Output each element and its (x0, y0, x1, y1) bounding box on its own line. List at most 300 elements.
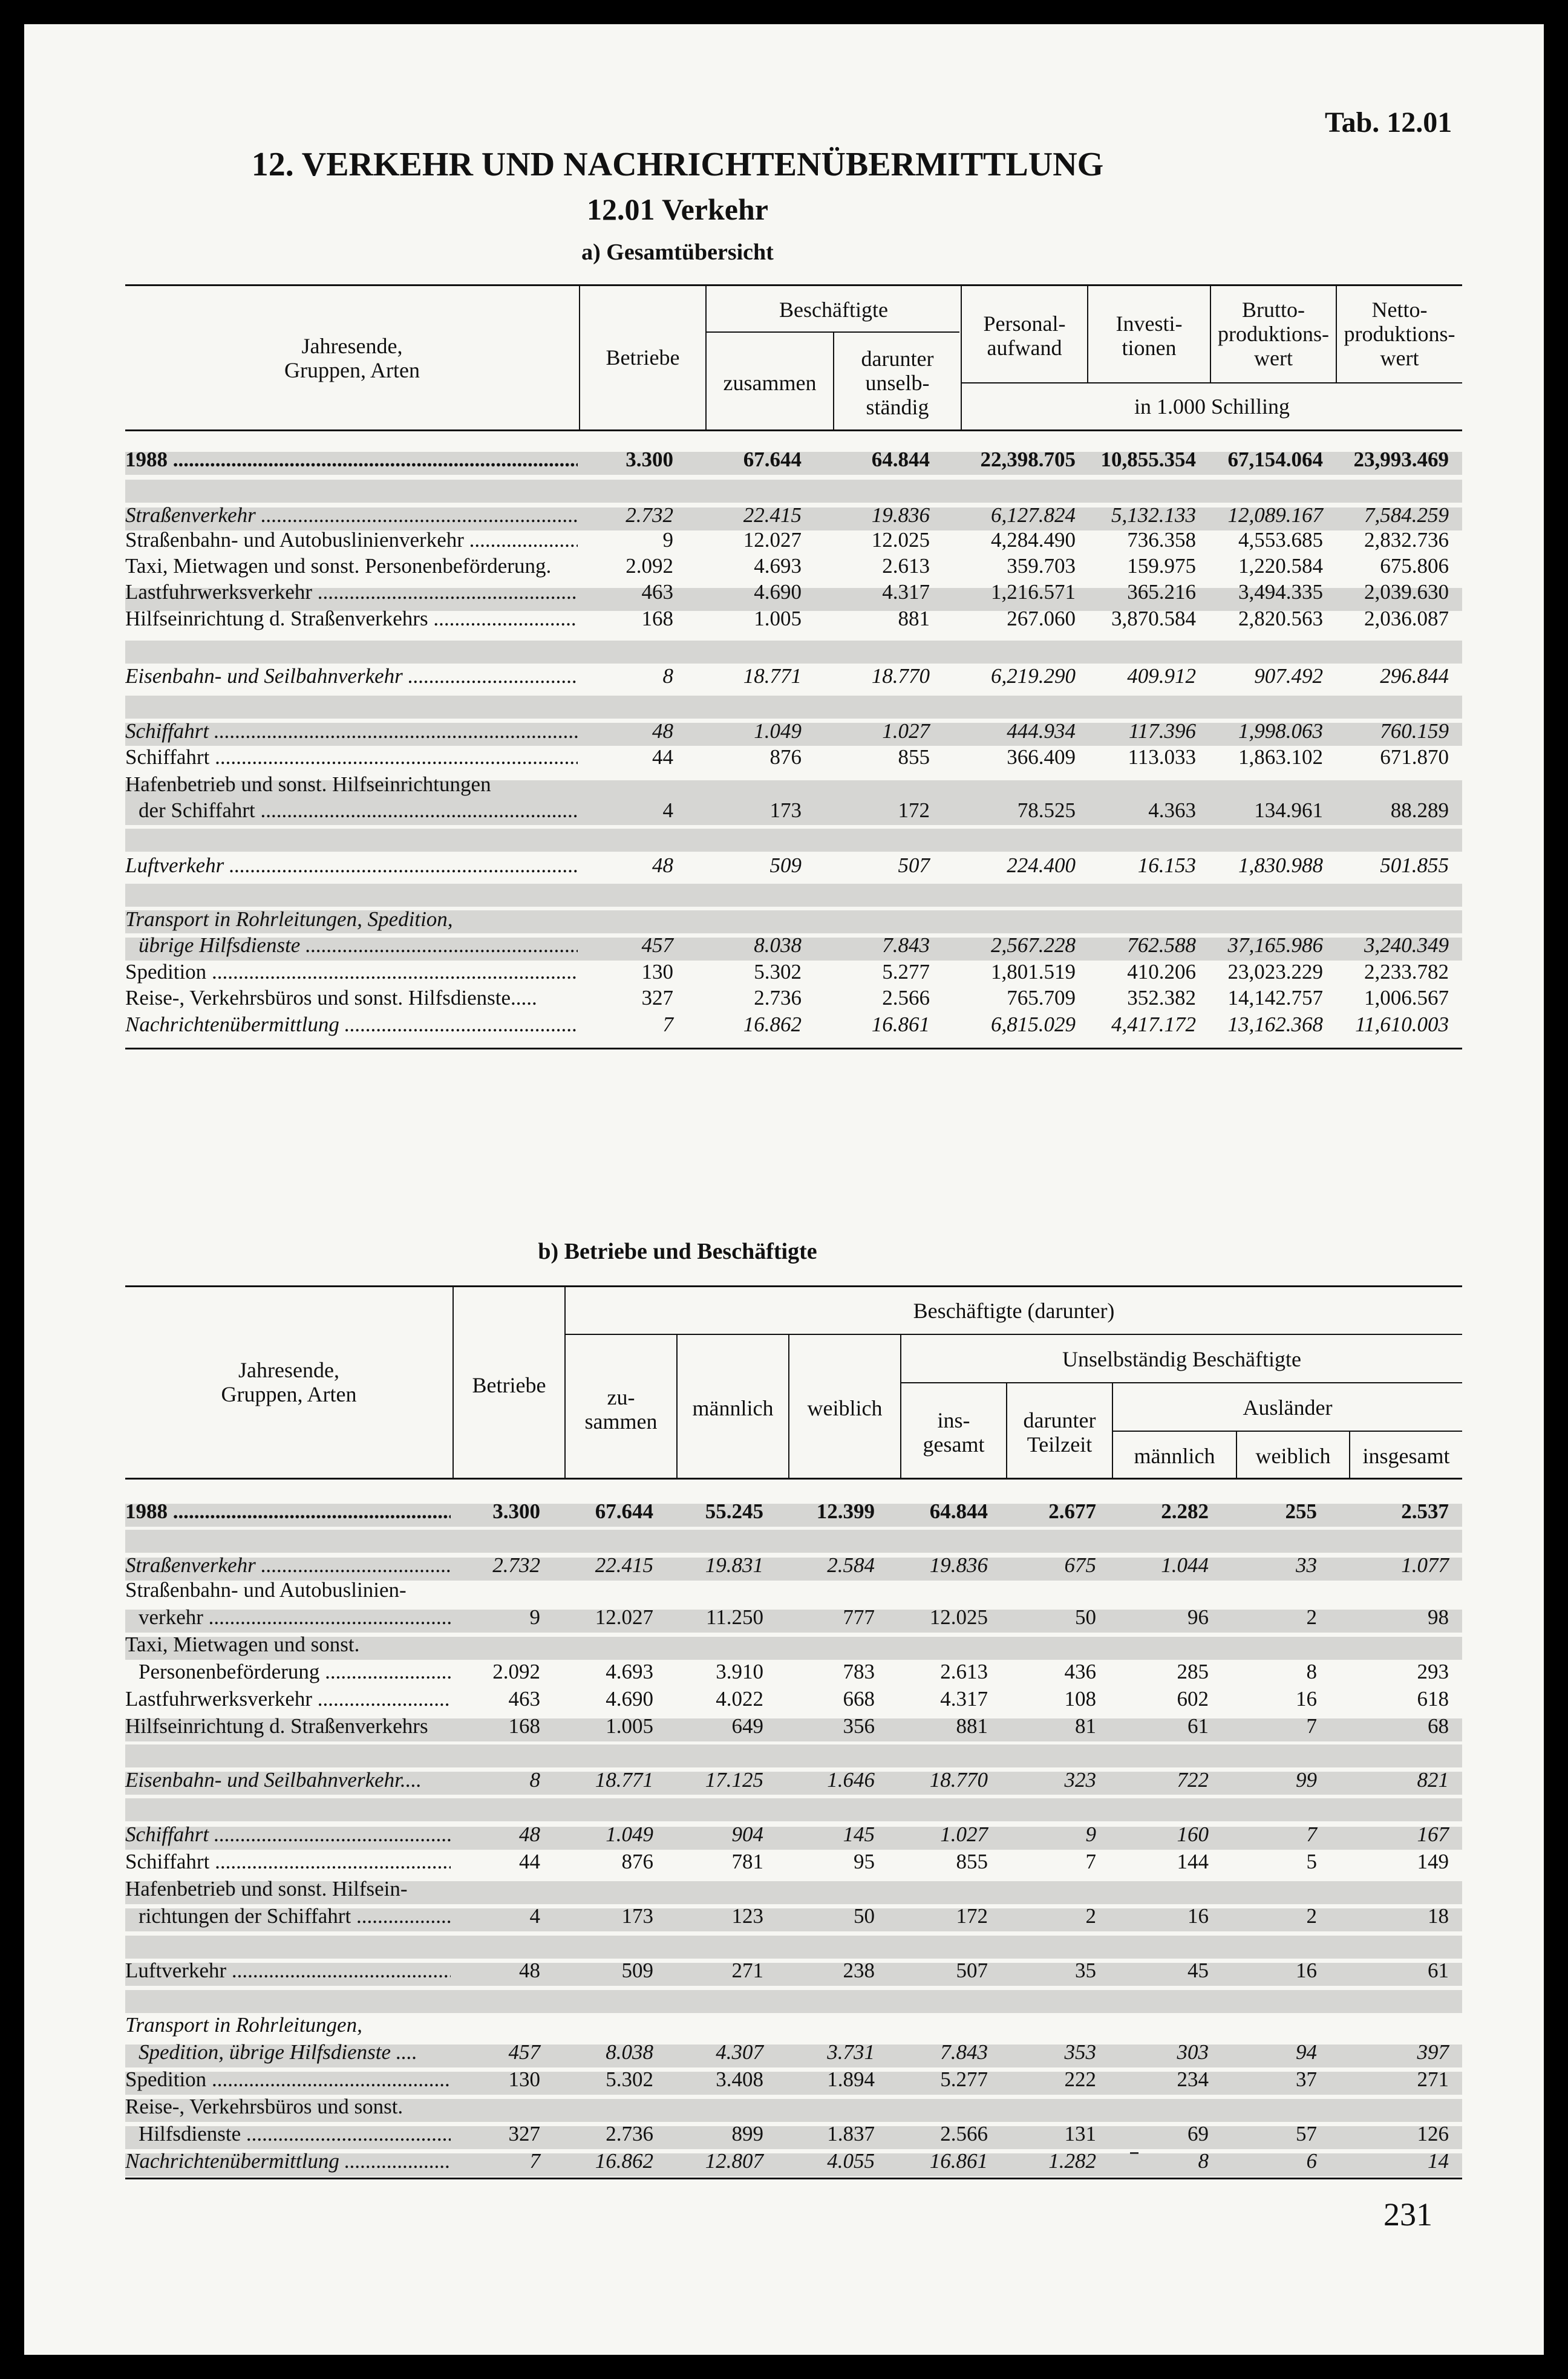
table-cell: 1.044 (1161, 1553, 1209, 1577)
row-label: richtungen der Schiffahrt ..... (139, 1903, 451, 1930)
table-cell: 2.584 (827, 1553, 875, 1577)
table-cell: 5.277 (940, 2067, 988, 2091)
table-cell: 1,998.063 (1238, 719, 1323, 743)
table-a-top-rule (125, 284, 1462, 286)
table-cell: 126 (1417, 2122, 1449, 2146)
table-cell: 777 (843, 1605, 875, 1629)
table-b-head-maennlich: männlich (692, 1396, 774, 1420)
shaded-band (125, 1530, 1462, 1553)
table-cell: 1.282 (1048, 2149, 1096, 2173)
table-cell: 4.690 (754, 580, 802, 604)
row-label: Taxi, Mietwagen und sonst. Personenbeförderung. (125, 554, 552, 578)
table-cell: 5.277 (882, 960, 930, 984)
table-cell: 64.844 (929, 1500, 988, 1523)
table-cell: 69 (1187, 2122, 1209, 2146)
table-cell: 16.153 (1137, 853, 1196, 877)
table-cell: 18.770 (871, 664, 930, 688)
table-cell: 2,039.630 (1364, 580, 1449, 604)
table-cell: 48 (652, 719, 673, 743)
shaded-band (125, 884, 1462, 907)
row-label: Eisenbahn- und Seilbahnverkehr ..... (125, 663, 578, 690)
table-cell: 172 (956, 1904, 988, 1928)
table-cell: 760.159 (1380, 719, 1449, 743)
shaded-band (125, 1936, 1462, 1959)
table-cell: 12.025 (929, 1605, 988, 1629)
table-cell: 8 (1306, 1660, 1317, 1683)
table-cell: 17.125 (705, 1768, 763, 1792)
shaded-band (125, 480, 1462, 503)
table-cell: 22.415 (743, 503, 802, 527)
table-cell: 1.646 (827, 1768, 875, 1792)
row-label: Schiffahrt ..... (125, 718, 578, 745)
table-cell: 108 (1064, 1687, 1096, 1711)
table-cell: 602 (1177, 1687, 1209, 1711)
row-label: Reise-, Verkehrsbüros und sonst. Hilfsdienste..... (125, 986, 537, 1010)
table-cell: 2.613 (882, 554, 930, 578)
table-cell: 13,162.368 (1227, 1013, 1323, 1036)
table-cell: 7 (1306, 1823, 1317, 1846)
table-cell: 4 (529, 1904, 540, 1928)
table-a-head-brutto: Brutto- produktions- wert (1218, 298, 1329, 370)
table-cell: 2,233.782 (1364, 960, 1449, 984)
row-label: Lastfuhrwerksverkehr ..... (125, 579, 578, 605)
table-cell: 675.806 (1380, 554, 1449, 578)
row-label: 1988 ..... (125, 446, 578, 473)
table-cell: 4,553.685 (1238, 528, 1323, 552)
table-cell: 8 (1198, 2149, 1209, 2173)
tab-label: Tab. 12.01 (1325, 106, 1452, 139)
table-cell: 821 (1417, 1768, 1449, 1792)
table-cell: 145 (843, 1823, 875, 1846)
table-b-head-label-1: Jahresende, (238, 1358, 339, 1382)
table-cell: 3.910 (716, 1660, 763, 1683)
row-label: Straßenverkehr ..... (125, 502, 578, 529)
table-cell: 1,863.102 (1238, 745, 1323, 769)
table-cell: 2.566 (940, 2122, 988, 2146)
table-cell: 3,494.335 (1238, 580, 1323, 604)
table-cell: 7.843 (882, 933, 930, 957)
table-cell: 22,398.705 (980, 448, 1076, 471)
table-cell: 436 (1064, 1660, 1096, 1683)
table-a-head-investitionen: Investi- tionen (1116, 312, 1183, 360)
section-title: 12.01 Verkehr (587, 192, 768, 226)
row-label: Straßenbahn- und Autobuslinien- (125, 1578, 407, 1602)
row-label: übrige Hilfsdienste ..... (139, 932, 578, 959)
table-cell: 2,832.736 (1364, 528, 1449, 552)
table-a-head-darunter: darunter unselb- ständig (861, 347, 934, 419)
table-cell: 2,820.563 (1238, 607, 1323, 630)
table-cell: 881 (898, 607, 930, 630)
table-cell: 267.060 (1007, 607, 1076, 630)
table-cell: 4.693 (754, 554, 802, 578)
table-cell: 2.736 (606, 2122, 653, 2146)
table-b-head-teilzeit: darunter Teilzeit (1023, 1408, 1096, 1457)
table-b-head-a-maennlich: männlich (1134, 1444, 1215, 1468)
table-cell: 99 (1296, 1768, 1317, 1792)
table-cell: 14,142.757 (1227, 986, 1323, 1010)
table-cell: 9 (529, 1605, 540, 1629)
shaded-band (125, 1744, 1462, 1767)
table-b-head-unselbstaendig: Unselbständig Beschäftigte (1062, 1347, 1301, 1371)
table-a-head-unit: in 1.000 Schilling (1134, 394, 1290, 419)
table-cell: 2.732 (492, 1553, 540, 1577)
table-cell: 6,127.824 (991, 503, 1076, 527)
table-cell: 285 (1177, 1660, 1209, 1683)
row-label: Hilfsdienste ..... (139, 2121, 451, 2147)
table-a-head-personalaufwand: Personal- aufwand (983, 312, 1066, 360)
table-cell: 736.358 (1127, 528, 1196, 552)
table-cell: 509 (769, 853, 802, 877)
row-label: Personenbeförderung ..... (139, 1659, 451, 1685)
table-cell: 9 (662, 528, 673, 552)
table-cell: 167 (1417, 1823, 1449, 1846)
shaded-band (125, 1798, 1462, 1821)
table-cell: 45 (1187, 1959, 1209, 1982)
table-cell: 67.644 (743, 448, 802, 471)
table-cell: 168 (641, 607, 673, 630)
table-cell: 4.317 (940, 1687, 988, 1711)
table-cell: 14 (1428, 2149, 1449, 2173)
row-label: Lastfuhrwerksverkehr ..... (125, 1686, 451, 1712)
table-cell: 762.588 (1127, 933, 1196, 957)
table-cell: 2.092 (626, 554, 673, 578)
table-cell: 507 (956, 1959, 988, 1982)
table-cell: 11,610.003 (1355, 1013, 1449, 1036)
row-label: Transport in Rohrleitungen, (125, 2013, 362, 2037)
table-cell: 134.961 (1254, 798, 1323, 822)
table-cell: 1,220.584 (1238, 554, 1323, 578)
table-cell: 904 (731, 1823, 763, 1846)
table-b-head-a-weiblich: weiblich (1255, 1444, 1331, 1468)
table-cell: 457 (508, 2040, 540, 2064)
table-cell: 1.077 (1401, 1553, 1449, 1577)
table-b-rule (900, 1382, 1462, 1383)
table-cell: 327 (641, 986, 673, 1010)
shaded-band (125, 641, 1462, 664)
table-cell: 7 (1306, 1714, 1317, 1738)
table-cell: 353 (1064, 2040, 1096, 2064)
table-cell: 61 (1187, 1714, 1209, 1738)
table-cell: 881 (956, 1714, 988, 1738)
table-cell: 327 (508, 2122, 540, 2146)
table-cell: 173 (621, 1904, 653, 1928)
table-a-head-netto: Netto- produktions- wert (1344, 298, 1455, 370)
table-cell: 64.844 (871, 448, 930, 471)
table-cell: 12.027 (743, 528, 802, 552)
table-a-head-betriebe: Betriebe (606, 345, 680, 370)
row-label: Spedition ..... (125, 2066, 451, 2093)
table-cell: 3,870.584 (1111, 607, 1196, 630)
table-cell: 323 (1064, 1768, 1096, 1792)
table-cell: 352.382 (1127, 986, 1196, 1010)
table-cell: 16.862 (595, 2149, 653, 2173)
table-cell: 409.912 (1127, 664, 1196, 688)
table-a-head-label-1: Jahresende, (301, 334, 403, 358)
row-label: Reise-, Verkehrsbüros und sonst. (125, 2095, 403, 2118)
table-cell: 61 (1428, 1959, 1449, 1982)
row-label: Schiffahrt ..... (125, 1821, 451, 1848)
table-cell: 168 (508, 1714, 540, 1738)
table-cell: 23,023.229 (1227, 960, 1323, 984)
table-b-head-weiblich: weiblich (807, 1396, 883, 1420)
table-cell: 507 (898, 853, 930, 877)
table-cell: 618 (1417, 1687, 1449, 1711)
table-cell: 68 (1428, 1714, 1449, 1738)
table-cell: 296.844 (1380, 664, 1449, 688)
table-cell: 95 (854, 1850, 875, 1873)
table-cell: 48 (652, 853, 673, 877)
table-cell: 18 (1428, 1904, 1449, 1928)
table-cell: 1.837 (827, 2122, 875, 2146)
table-cell: 501.855 (1380, 853, 1449, 877)
table-cell: 10,855.354 (1100, 448, 1196, 471)
table-cell: 67,154.064 (1227, 448, 1323, 471)
page-number: 231 (1383, 2196, 1432, 2233)
table-cell: 907.492 (1254, 664, 1323, 688)
table-cell: 55.245 (705, 1500, 763, 1523)
table-b-top-rule (125, 1285, 1462, 1287)
row-label: Luftverkehr ..... (125, 1957, 451, 1984)
table-cell: 12.025 (871, 528, 930, 552)
table-cell: 234 (1177, 2067, 1209, 2091)
table-b-head-zusammen: zu- sammen (584, 1385, 658, 1434)
table-cell: 8.038 (754, 933, 802, 957)
table-cell: 81 (1075, 1714, 1096, 1738)
table-cell: 4.317 (882, 580, 930, 604)
chapter-title: 12. VERKEHR UND NACHRICHTENÜBERMITTLUNG (251, 146, 1104, 183)
table-cell: 2.537 (1401, 1500, 1449, 1523)
table-cell: 255 (1285, 1500, 1317, 1523)
table-b-rule (1112, 1431, 1462, 1432)
table-a-bottom-rule (125, 1048, 1462, 1049)
table-cell: 1.005 (606, 1714, 653, 1738)
table-cell: 671.870 (1380, 745, 1449, 769)
table-cell: 1.049 (754, 719, 802, 743)
table-cell: 3,240.349 (1364, 933, 1449, 957)
table-b-head-a-insgesamt: insgesamt (1362, 1444, 1450, 1468)
table-cell: 8 (662, 664, 673, 688)
table-b-rule (564, 1334, 1462, 1335)
table-cell: 48 (519, 1823, 540, 1846)
table-cell: 98 (1428, 1605, 1449, 1629)
table-a-head-label-2: Gruppen, Arten (284, 358, 420, 382)
table-cell: 12.807 (705, 2149, 763, 2173)
margin-mark (1130, 2152, 1138, 2154)
table-b-head-insgesamt: ins- gesamt (923, 1408, 985, 1457)
table-cell: 11.250 (706, 1605, 763, 1629)
table-a-header-bottom-rule (125, 429, 1462, 431)
table-cell: 222 (1064, 2067, 1096, 2091)
table-cell: 4.307 (716, 2040, 763, 2064)
table-cell: 44 (652, 745, 673, 769)
table-cell: 463 (641, 580, 673, 604)
table-a-beschaeftigte-rule (705, 331, 959, 333)
table-cell: 2.092 (492, 1660, 540, 1683)
table-cell: 23,993.469 (1353, 448, 1449, 471)
table-cell: 18.771 (595, 1768, 653, 1792)
table-cell: 4 (662, 798, 673, 822)
table-b-head-auslaender: Ausländer (1243, 1395, 1333, 1420)
table-cell: 3.300 (626, 448, 673, 471)
table-cell: 2.736 (754, 986, 802, 1010)
row-label: verkehr ..... (139, 1604, 451, 1631)
table-cell: 12.027 (595, 1605, 653, 1629)
table-cell: 668 (843, 1687, 875, 1711)
row-label: Hilfseinrichtung d. Straßenverkehrs ..... (125, 605, 578, 632)
table-cell: 444.934 (1007, 719, 1076, 743)
table-cell: 149 (1417, 1850, 1449, 1873)
row-label: 1988 ..... (125, 1498, 451, 1525)
table-cell: 2 (1306, 1904, 1317, 1928)
table-cell: 159.975 (1127, 554, 1196, 578)
table-cell: 8.038 (606, 2040, 653, 2064)
table-cell: 765.709 (1007, 986, 1076, 1010)
table-b-head-betriebe: Betriebe (472, 1373, 546, 1397)
table-cell: 131 (1064, 2122, 1096, 2146)
table-cell: 2.282 (1161, 1500, 1209, 1523)
table-cell: 117.396 (1128, 719, 1196, 743)
row-label: Spedition, übrige Hilfsdienste .... (139, 2040, 417, 2064)
table-cell: 172 (898, 798, 930, 822)
table-cell: 19.836 (929, 1553, 988, 1577)
table-b-head-beschaeftigte: Beschäftigte (darunter) (913, 1299, 1115, 1323)
table-cell: 5.302 (606, 2067, 653, 2091)
table-cell: 7,584.259 (1364, 503, 1449, 527)
table-cell: 1,801.519 (991, 960, 1076, 984)
table-a-title: a) Gesamtübersicht (581, 240, 774, 265)
table-a-unit-rule (961, 382, 1462, 383)
table-cell: 19.831 (705, 1553, 763, 1577)
table-cell: 271 (1417, 2067, 1449, 2091)
table-cell: 7 (662, 1013, 673, 1036)
table-cell: 899 (731, 2122, 763, 2146)
table-b-bottom-rule (125, 2178, 1462, 2179)
table-cell: 8 (529, 1768, 540, 1792)
table-cell: 2.677 (1048, 1500, 1096, 1523)
table-cell: 48 (519, 1959, 540, 1982)
table-cell: 6 (1306, 2149, 1317, 2173)
row-label: Straßenverkehr ..... (125, 1552, 451, 1579)
table-cell: 783 (843, 1660, 875, 1683)
row-label: Nachrichtenübermittlung ..... (125, 1011, 578, 1038)
table-cell: 5,132.133 (1111, 503, 1196, 527)
table-cell: 1.005 (754, 607, 802, 630)
row-label: Nachrichtenübermittlung ..... (125, 2148, 451, 2175)
table-cell: 410.206 (1127, 960, 1196, 984)
table-cell: 7 (1085, 1850, 1096, 1873)
shaded-band (125, 829, 1462, 852)
table-cell: 50 (1075, 1605, 1096, 1629)
table-cell: 18.770 (929, 1768, 988, 1792)
table-cell: 94 (1296, 2040, 1317, 2064)
table-cell: 1.894 (827, 2067, 875, 2091)
row-label: Eisenbahn- und Seilbahnverkehr.... (125, 1768, 422, 1792)
table-cell: 4.363 (1148, 798, 1196, 822)
table-cell: 271 (731, 1959, 763, 1982)
table-cell: 33 (1296, 1553, 1317, 1577)
table-cell: 6,815.029 (991, 1013, 1076, 1036)
table-cell: 88.289 (1390, 798, 1449, 822)
table-cell: 2.566 (882, 986, 930, 1010)
table-cell: 57 (1296, 2122, 1317, 2146)
row-label: Luftverkehr ..... (125, 852, 578, 879)
row-label: Hafenbetrieb und sonst. Hilfseinrichtungen (125, 772, 491, 796)
table-cell: 359.703 (1007, 554, 1076, 578)
table-cell: 303 (1177, 2040, 1209, 2064)
table-cell: 50 (854, 1904, 875, 1928)
table-cell: 1,006.567 (1364, 986, 1449, 1010)
table-cell: 4.690 (606, 1687, 653, 1711)
table-cell: 9 (1085, 1823, 1096, 1846)
row-label: Hafenbetrieb und sonst. Hilfsein- (125, 1877, 408, 1901)
table-cell: 365.216 (1127, 580, 1196, 604)
table-cell: 3.300 (492, 1500, 540, 1523)
table-cell: 44 (519, 1850, 540, 1873)
table-cell: 4.055 (827, 2149, 875, 2173)
table-cell: 12.399 (816, 1500, 875, 1523)
table-cell: 16 (1187, 1904, 1209, 1928)
table-cell: 1,216.571 (991, 580, 1076, 604)
table-cell: 16.861 (871, 1013, 930, 1036)
table-cell: 855 (956, 1850, 988, 1873)
table-cell: 4.022 (716, 1687, 763, 1711)
table-cell: 2,036.087 (1364, 607, 1449, 630)
table-cell: 457 (641, 933, 673, 957)
table-cell: 130 (641, 960, 673, 984)
table-a-head-zusammen: zusammen (723, 371, 817, 395)
table-cell: 3.731 (827, 2040, 875, 2064)
table-cell: 35 (1075, 1959, 1096, 1982)
table-cell: 16 (1296, 1687, 1317, 1711)
table-cell: 5 (1306, 1850, 1317, 1873)
table-b-title: b) Betriebe und Beschäftigte (538, 1239, 817, 1264)
shaded-band (125, 1990, 1462, 2013)
table-cell: 144 (1177, 1850, 1209, 1873)
table-cell: 2.613 (940, 1660, 988, 1683)
table-cell: 22.415 (595, 1553, 653, 1577)
table-cell: 3.408 (716, 2067, 763, 2091)
table-cell: 2 (1306, 1605, 1317, 1629)
table-cell: 37,165.986 (1227, 933, 1323, 957)
row-label: Spedition ..... (125, 959, 578, 985)
row-label: der Schiffahrt ..... (139, 797, 578, 824)
table-cell: 649 (731, 1714, 763, 1738)
table-cell: 160 (1177, 1823, 1209, 1846)
row-label: Transport in Rohrleitungen, Spedition, (125, 907, 453, 931)
table-cell: 675 (1064, 1553, 1096, 1577)
table-cell: 855 (898, 745, 930, 769)
table-cell: 1,830.988 (1238, 853, 1323, 877)
table-cell: 781 (731, 1850, 763, 1873)
table-cell: 2 (1085, 1904, 1096, 1928)
table-cell: 16.862 (743, 1013, 802, 1036)
table-cell: 2.732 (626, 503, 673, 527)
table-cell: 96 (1187, 1605, 1209, 1629)
row-label: Hilfseinrichtung d. Straßenverkehrs (125, 1714, 428, 1738)
table-cell: 238 (843, 1959, 875, 1982)
table-b-header-bottom-rule (125, 1478, 1462, 1480)
table-cell: 113.033 (1128, 745, 1196, 769)
table-cell: 173 (769, 798, 802, 822)
table-cell: 4,284.490 (991, 528, 1076, 552)
table-cell: 366.409 (1007, 745, 1076, 769)
table-cell: 123 (731, 1904, 763, 1928)
table-cell: 293 (1417, 1660, 1449, 1683)
table-cell: 7.843 (940, 2040, 988, 2064)
table-cell: 4,417.172 (1111, 1013, 1196, 1036)
table-cell: 19.836 (871, 503, 930, 527)
table-cell: 4.693 (606, 1660, 653, 1683)
